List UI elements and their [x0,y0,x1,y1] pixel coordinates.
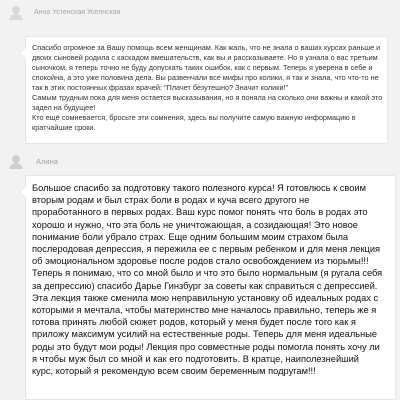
review-text-line: которыми я мечтала, чтобы материнство мне началось правильно, теперь же я [32,305,377,316]
review-author-row [8,4,120,20]
review-bubble [25,36,388,144]
review-text-line: готова принять любой сюжет родов, который у меня будет после того как я [32,317,356,328]
review-text-line: приложу максимум усилий на естественные роды. Теперь для меня идеальные [32,329,378,340]
review-text-line: Эта лекция также сменила мою неправильную установку об идеальных родах с [32,292,379,303]
review-text-line: спокойна, а это уже половина дела. Вы развенчали все мифы про колики, я так и знала, что что-то не [32,73,379,82]
review-text-line: за депрессию) спасибо Дарье Гинзбург за советы как справиться с депрессией. [32,280,378,291]
review-text-line: понимание боли убрало страх. Еще одним большим моим страхом была [32,231,349,242]
review-text-line: проработанного в первых родах. Ваш курс помог понять что боль в родах это [32,207,368,218]
avatar-head-shape [12,6,20,14]
review-text-line: хорошо и нужно, что эта боль не уничтожающая, а созидающая! Это новое [32,219,358,230]
avatar [8,4,24,20]
review-text-line: я чтобы муж был со мной и как его подготовить. В кратце, наиполезнейший [32,353,359,364]
review-text-line: так в этих постоянных фразах врачей: "Плачет безутешно? Значит колики!" [32,83,289,92]
avatar-head-shape [12,155,20,163]
review-text [32,182,387,377]
review-text-line: двоих сыновей родила с каскадом вмешательств, как вы и рассказываете. Но я узнала о вас третьим [32,53,378,62]
review-text-line: Самым трудным пока для меня остается высказывания, но я поняла на сколько они важны и какой это [32,93,383,102]
review-text-line: Теперь я понимаю, что со мной было и что это было нормальным (я ругала себя [32,268,383,279]
review-text-line: Кто ещё сомневается, бросьте эти сомнения, здесь вы получите самую важную информацию в [32,113,356,122]
review-author-name: Анна Устенская Уселнская [34,8,121,16]
review-text-line: кратчайшие сроки. [32,123,96,132]
review-text-line: задел на будущее! [32,103,96,112]
avatar-body-shape [9,14,23,20]
review-bubble [25,175,396,400]
review-text-line: вторым родам и был страх боли в родах и куча всего другого не [32,195,310,206]
avatar-body-shape [9,163,23,169]
review-author-row [8,153,58,169]
review-text-line: роды это будут мои роды! Лекция про совместные роды помогла понять хочу ли [32,341,380,352]
review-text-line: Большое спасибо за подготовку такого полезного курса! Я готовлюсь к своим [32,183,366,193]
review-text-line: послеродовая депрессия, я пережила ее с первым ребенком и для меня лекция [32,244,381,255]
review-text [32,43,383,133]
review-text-line: об эмоциональном здоровье после родов стало освобождением из тюрьмы!!! [32,256,369,267]
review-author-name: Алина [36,156,58,166]
review-text-line: сыночком, я теперь точно не буду допускать таких ошибок, как с первым. Теперь я уверена в себе и [32,63,373,72]
review-text-line: Спасибо огромное за Вашу помощь всем женщинам. Как жаль, что не знала о ваших курсах раньше и [32,43,381,52]
avatar [8,153,24,169]
review-text-line: курс, который я рекомендую всем своим беременным подругам!!! [32,366,316,377]
